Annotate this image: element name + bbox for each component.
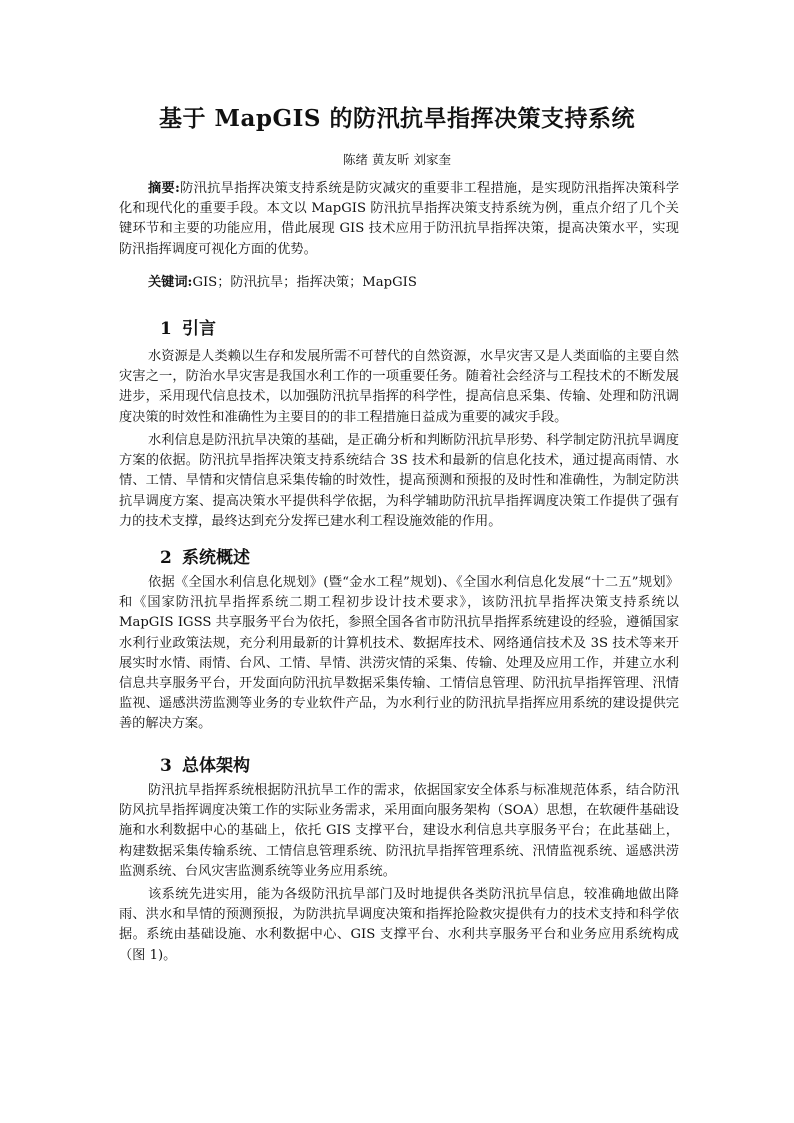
- keywords-label: 关键词:: [148, 275, 193, 290]
- abstract: [119, 179, 679, 260]
- abstract-label: 摘要:: [148, 181, 180, 196]
- section-title: 总体架构: [182, 756, 250, 776]
- keywords-text: GIS；防汛抗旱；指挥决策；MapGIS: [192, 275, 417, 290]
- section-title: 引言: [182, 319, 216, 339]
- section-number: 1: [160, 319, 172, 339]
- paper-authors: 陈绪 黄友昕 刘家奎: [343, 152, 451, 167]
- section-title: 系统概述: [182, 548, 250, 568]
- section-number: 3: [160, 756, 172, 776]
- section-1-paragraph-1: 水资源是人类赖以生存和发展所需不可替代的自然资源，水旱灾害又是人类面临的主要自然灾害之一，防治水旱灾害是我国水利工作的一项重要任务。随着社会经济与工程技术的不断发展进步，采用现代信息技术，以加强防汛抗旱指挥的科学性，提高信息采集、传输、处理和防汛调度决策的时效性和准确性为主要目的的非工程措施日益成为重要的减灾手段。: [119, 349, 679, 425]
- abstract-text: 防汛抗旱指挥决策支持系统是防灾减灾的重要非工程措施，是实现防汛指挥决策科学化和现代化的重要手段。本文以 MapGIS 防汛抗旱指挥决策支持系统为例，重点介绍了几个关键环节和主要的功能应用，借此展现 GIS 技术应用于防汛抗旱指挥决策，提高决策水平，实现防汛指挥调度可视化方面的优势。: [119, 181, 680, 257]
- section-heading-3: [160, 751, 250, 776]
- section-2-paragraph-1: 依据《全国水利信息化规划》(暨“金水工程”规划)、《全国水利信息化发展“十二五”规划》和《国家防汛抗旱指挥系统二期工程初步设计技术要求》，该防汛抗旱指挥决策支持系统以 MapGIS IGSS 共享服务平台为依托，参照全国各省市防汛抗旱指挥系统建设的经验，遵循国家水利行业政策法规，充分利用最新的计算机技术、数据库技术、网络通信技术及 3S 技术等来开展实时水情、雨情、台风、工情、旱情、洪涝灾情的采集、传输、处理及应用工作，并建立水利信息共享服务平台，开发面向防汛抗旱数据采集传输、工情信息管理、防汛抗旱指挥管理、汛情监视、遥感洪涝监测等业务的专业软件产品，为水利行业的防汛抗旱指挥应用系统的建设提供完善的解决方案。: [119, 575, 679, 732]
- section-3-paragraph-1: 防汛抗旱指挥系统根据防汛抗旱工作的需求，依据国家安全体系与标准规范体系，结合防汛防风抗旱指挥调度决策工作的实际业务需求，采用面向服务架构（SOA）思想，在软硬件基础设施和水利数据中心的基础上，依托 GIS 支撑平台，建设水利信息共享服务平台；在此基础上，构建数据采集传输系统、工情信息管理系统、防汛抗旱指挥管理系统、汛情监视系统、遥感洪涝监测系统、台风灾害监测系统等业务应用系统。: [119, 783, 679, 879]
- section-heading-2: [160, 543, 250, 568]
- section-number: 2: [160, 548, 172, 568]
- section-3-paragraph-2: 该系统先进实用，能为各级防汛抗旱部门及时地提供各类防汛抗旱信息，较准确地做出降雨、洪水和旱情的预测预报，为防洪抗旱调度决策和指挥抢险救灾提供有力的技术支持和科学依据。系统由基础设施、水利数据中心、GIS 支撑平台、水利共享服务平台和业务应用系统构成（图 1)。: [119, 887, 679, 963]
- keywords: [119, 273, 679, 293]
- section-heading-1: [160, 314, 216, 339]
- paper-title: 基于 MapGIS 的防汛抗旱指挥决策支持系统: [159, 105, 635, 132]
- section-1-paragraph-2: 水利信息是防汛抗旱决策的基础，是正确分析和判断防汛抗旱形势、科学制定防汛抗旱调度方案的依据。防汛抗旱指挥决策支持系统结合 3S 技术和最新的信息化技术，通过提高雨情、水情、工情、旱情和灾情信息采集传输的时效性，提高预测和预报的及时性和准确性，为制定防洪抗旱调度方案、提高决策水平提供科学依据，为科学辅助防汛抗旱指挥调度决策工作提供了强有力的技术支撑，最终达到充分发挥已建水利工程设施效能的作用。: [119, 433, 679, 529]
